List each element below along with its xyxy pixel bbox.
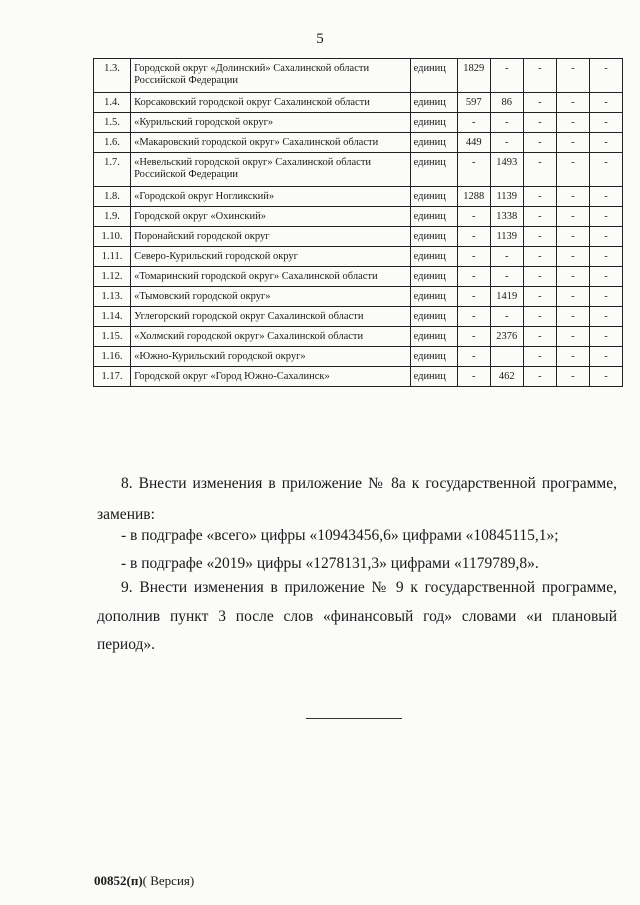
- value-cell: -: [490, 247, 523, 267]
- unit-cell: единиц: [410, 153, 457, 187]
- value-cell: -: [589, 207, 622, 227]
- table-row: [94, 113, 623, 133]
- table-row: [94, 307, 623, 327]
- value-cell: -: [523, 227, 556, 247]
- value-cell: 1288: [457, 187, 490, 207]
- table-row: [94, 59, 623, 93]
- municipality-name: «Томаринский городской округ» Сахалинской области: [131, 267, 411, 287]
- value-cell: -: [457, 327, 490, 347]
- value-cell: 1493: [490, 153, 523, 187]
- table-row: [94, 267, 623, 287]
- value-cell: -: [556, 133, 589, 153]
- value-cell: -: [523, 347, 556, 367]
- value-cell: -: [490, 59, 523, 93]
- table-row: [94, 327, 623, 347]
- value-cell: -: [589, 267, 622, 287]
- value-cell: -: [589, 113, 622, 133]
- value-cell: -: [457, 247, 490, 267]
- value-cell: -: [589, 59, 622, 93]
- row-number: 1.5.: [94, 113, 131, 133]
- value-cell: -: [589, 187, 622, 207]
- municipality-name: «Холмский городской округ» Сахалинской области: [131, 327, 411, 347]
- value-cell: -: [523, 93, 556, 113]
- municipality-name: Северо-Курильский городской округ: [131, 247, 411, 267]
- value-cell: 1338: [490, 207, 523, 227]
- row-number: 1.17.: [94, 367, 131, 387]
- municipality-name: «Тымовский городской округ»: [131, 287, 411, 307]
- row-number: 1.9.: [94, 207, 131, 227]
- value-cell: -: [589, 307, 622, 327]
- row-number: 1.7.: [94, 153, 131, 187]
- table-row: [94, 153, 623, 187]
- value-cell: 462: [490, 367, 523, 387]
- value-cell: 1139: [490, 227, 523, 247]
- closing-rule: [306, 718, 402, 719]
- document-footer: [94, 873, 194, 889]
- value-cell: -: [589, 327, 622, 347]
- value-cell: -: [457, 287, 490, 307]
- unit-cell: единиц: [410, 367, 457, 387]
- unit-cell: единиц: [410, 347, 457, 367]
- value-cell: -: [589, 227, 622, 247]
- paragraph-8-item-2: - в подграфе «2019» цифры «1278131,3» цифрами «1179789,8».: [121, 555, 539, 572]
- value-cell: -: [589, 287, 622, 307]
- unit-cell: единиц: [410, 93, 457, 113]
- value-cell: -: [523, 153, 556, 187]
- paragraph-8-item-1: - в подграфе «всего» цифры «10943456,6» цифрами «10845115,1»;: [121, 527, 559, 544]
- table-row: [94, 347, 623, 367]
- document-code: 00852(п): [94, 873, 143, 888]
- municipality-name: Поронайский городской округ: [131, 227, 411, 247]
- unit-cell: единиц: [410, 133, 457, 153]
- value-cell: -: [523, 59, 556, 93]
- municipality-name: Углегорский городской округ Сахалинской области: [131, 307, 411, 327]
- unit-cell: единиц: [410, 327, 457, 347]
- value-cell: -: [457, 307, 490, 327]
- value-cell: -: [457, 153, 490, 187]
- value-cell: -: [556, 207, 589, 227]
- unit-cell: единиц: [410, 247, 457, 267]
- value-cell: -: [523, 327, 556, 347]
- municipality-name: Корсаковский городской округ Сахалинской области: [131, 93, 411, 113]
- value-cell: -: [556, 59, 589, 93]
- paragraph-9-line-3: период».: [97, 636, 156, 653]
- value-cell: -: [556, 287, 589, 307]
- municipality-name: Городской округ «Охинский»: [131, 207, 411, 227]
- municipality-name: «Невельский городской округ» Сахалинской области Российской Федерации: [131, 153, 411, 187]
- municipality-name: Городской округ «Долинский» Сахалинской области Российской Федерации: [131, 59, 411, 93]
- value-cell: 2376: [490, 327, 523, 347]
- value-cell: 1829: [457, 59, 490, 93]
- unit-cell: единиц: [410, 59, 457, 93]
- value-cell: -: [457, 267, 490, 287]
- row-number: 1.11.: [94, 247, 131, 267]
- value-cell: -: [556, 307, 589, 327]
- row-number: 1.12.: [94, 267, 131, 287]
- value-cell: 449: [457, 133, 490, 153]
- table-row: [94, 287, 623, 307]
- value-cell: 86: [490, 93, 523, 113]
- value-cell: -: [589, 133, 622, 153]
- value-cell: -: [523, 113, 556, 133]
- value-cell: 597: [457, 93, 490, 113]
- value-cell: -: [523, 267, 556, 287]
- unit-cell: единиц: [410, 207, 457, 227]
- value-cell: -: [523, 247, 556, 267]
- value-cell: 1139: [490, 187, 523, 207]
- value-cell: -: [523, 287, 556, 307]
- value-cell: -: [457, 367, 490, 387]
- document-version: ( Версия): [142, 873, 195, 888]
- value-cell: -: [556, 367, 589, 387]
- municipal-table: [93, 58, 623, 387]
- value-cell: -: [457, 347, 490, 367]
- row-number: 1.3.: [94, 59, 131, 93]
- value-cell: -: [556, 347, 589, 367]
- value-cell: -: [490, 113, 523, 133]
- table-row: [94, 133, 623, 153]
- value-cell: -: [556, 247, 589, 267]
- row-number: 1.10.: [94, 227, 131, 247]
- value-cell: -: [556, 327, 589, 347]
- value-cell: -: [523, 187, 556, 207]
- unit-cell: единиц: [410, 307, 457, 327]
- table-row: [94, 187, 623, 207]
- row-number: 1.15.: [94, 327, 131, 347]
- value-cell: -: [556, 113, 589, 133]
- value-cell: -: [523, 207, 556, 227]
- table-row: [94, 207, 623, 227]
- value-cell: -: [490, 267, 523, 287]
- value-cell: -: [556, 227, 589, 247]
- value-cell: -: [589, 247, 622, 267]
- value-cell: -: [589, 93, 622, 113]
- value-cell: -: [457, 207, 490, 227]
- table-row: [94, 93, 623, 113]
- value-cell: -: [556, 153, 589, 187]
- municipality-name: «Южно-Курильский городской округ»: [131, 347, 411, 367]
- value-cell: -: [490, 133, 523, 153]
- value-cell: -: [523, 307, 556, 327]
- table-row: [94, 247, 623, 267]
- paragraph-8-line-1: 8. Внести изменения в приложение № 8а к государственной программе,: [121, 475, 617, 492]
- unit-cell: единиц: [410, 267, 457, 287]
- value-cell: -: [523, 367, 556, 387]
- row-number: 1.8.: [94, 187, 131, 207]
- unit-cell: единиц: [410, 187, 457, 207]
- unit-cell: единиц: [410, 287, 457, 307]
- row-number: 1.16.: [94, 347, 131, 367]
- value-cell: -: [556, 267, 589, 287]
- page-number: 5: [316, 31, 324, 47]
- municipality-name: Городской округ «Город Южно-Сахалинск»: [131, 367, 411, 387]
- row-number: 1.13.: [94, 287, 131, 307]
- paragraph-9-line-1: 9. Внести изменения в приложение № 9 к государственной программе,: [121, 579, 617, 596]
- municipality-name: «Макаровский городской округ» Сахалинской области: [131, 133, 411, 153]
- table-row: [94, 367, 623, 387]
- value-cell: -: [589, 153, 622, 187]
- row-number: 1.14.: [94, 307, 131, 327]
- unit-cell: единиц: [410, 227, 457, 247]
- value-cell: -: [589, 367, 622, 387]
- row-number: 1.4.: [94, 93, 131, 113]
- paragraph-8-line-2: заменив:: [97, 506, 155, 523]
- municipality-name: «Городской округ Ногликский»: [131, 187, 411, 207]
- municipality-name: «Курильский городской округ»: [131, 113, 411, 133]
- value-cell: [490, 347, 523, 367]
- table-row: [94, 227, 623, 247]
- value-cell: 1419: [490, 287, 523, 307]
- value-cell: -: [490, 307, 523, 327]
- value-cell: -: [457, 227, 490, 247]
- value-cell: -: [589, 347, 622, 367]
- unit-cell: единиц: [410, 113, 457, 133]
- row-number: 1.6.: [94, 133, 131, 153]
- value-cell: -: [457, 113, 490, 133]
- value-cell: -: [523, 133, 556, 153]
- value-cell: -: [556, 187, 589, 207]
- value-cell: -: [556, 93, 589, 113]
- paragraph-9-line-2: дополнив пункт 3 после слов «финансовый год» словами «и плановый: [97, 608, 617, 625]
